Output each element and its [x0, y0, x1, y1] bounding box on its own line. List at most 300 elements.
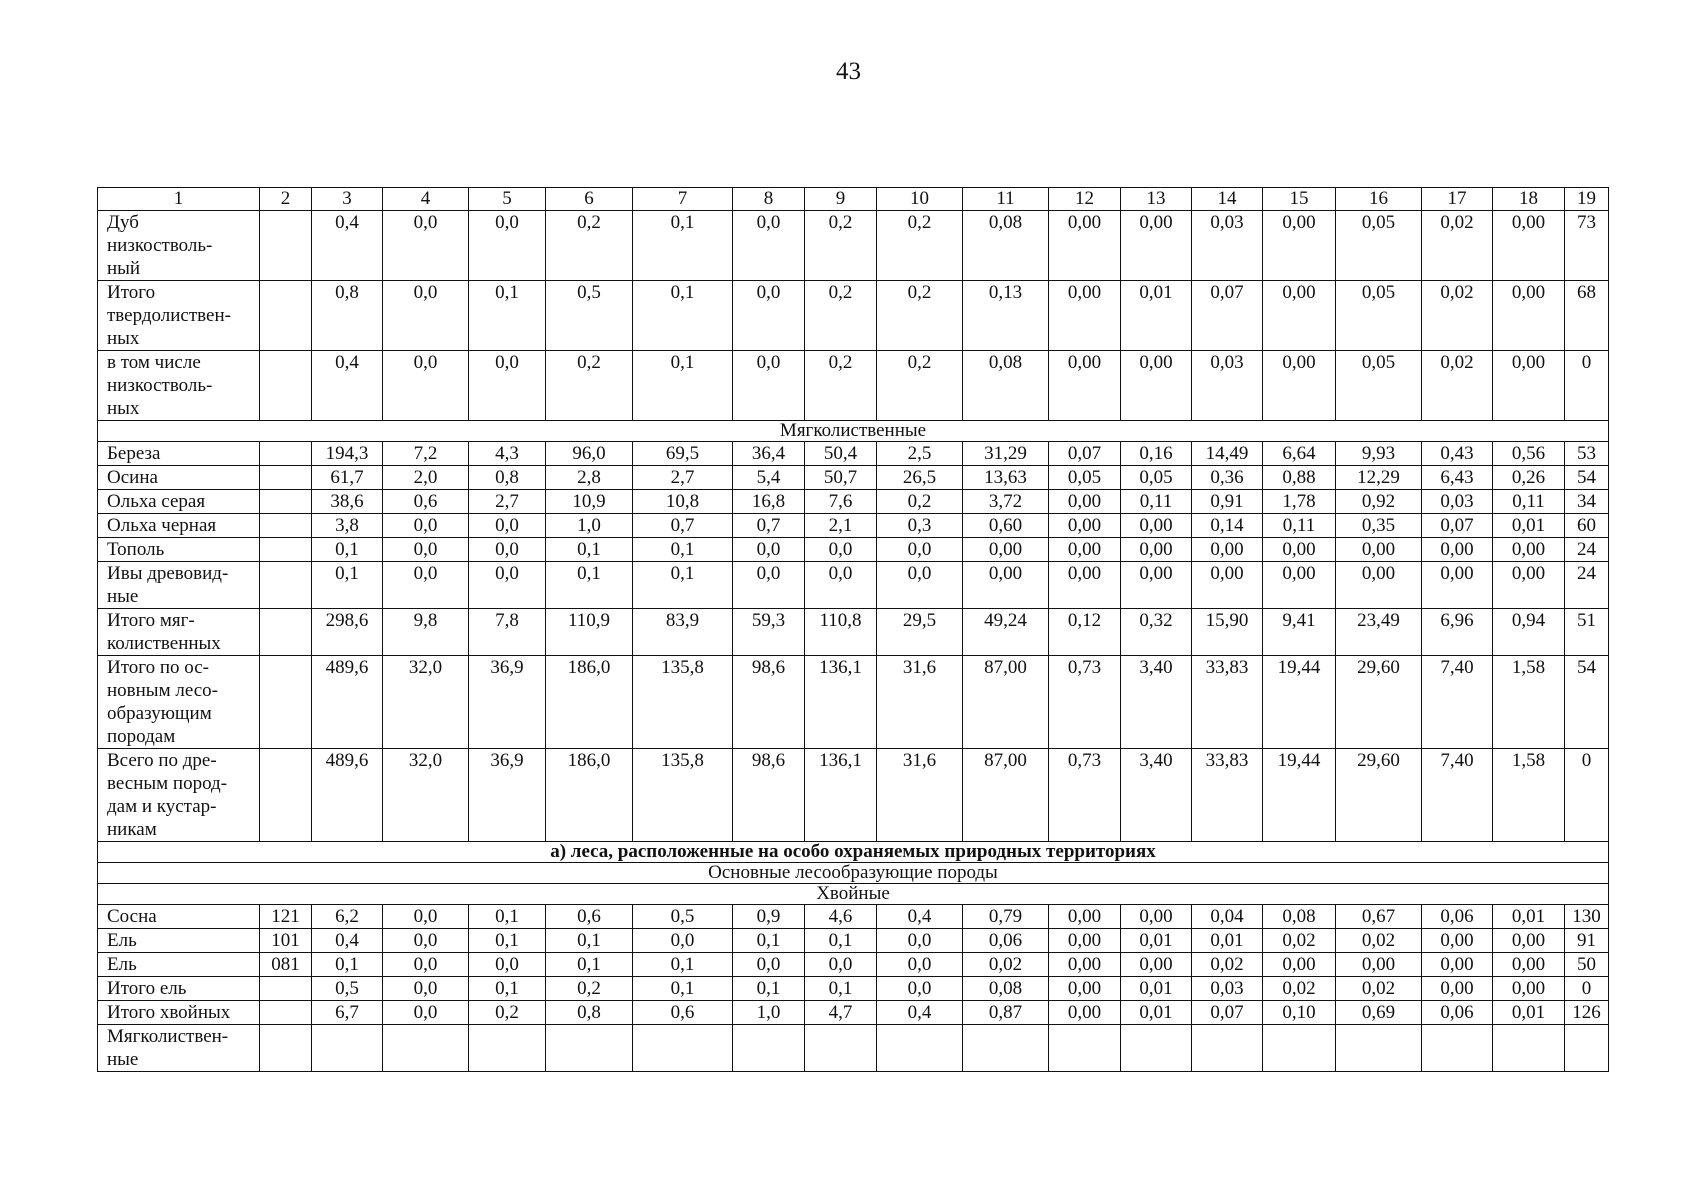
table-cell: 0,7 — [633, 514, 733, 538]
table-cell: 32,0 — [383, 656, 469, 749]
table-cell: 29,5 — [877, 609, 963, 656]
table-cell: 0,9 — [733, 905, 805, 929]
table-cell — [260, 538, 312, 562]
column-header: 6 — [546, 188, 633, 211]
table-cell: 98,6 — [733, 656, 805, 749]
table-cell: 0,02 — [1263, 977, 1336, 1001]
table-cell: 0,01 — [1493, 1001, 1565, 1025]
table-cell: 0,8 — [546, 1001, 633, 1025]
species-name-line: образующим — [107, 703, 212, 724]
species-name — [98, 281, 260, 351]
table-cell: 2,5 — [877, 442, 963, 466]
table-cell — [260, 514, 312, 538]
section-row — [98, 842, 1609, 863]
table-cell: 91 — [1565, 929, 1609, 953]
table-cell: 0,00 — [1493, 562, 1565, 609]
species-name-line: дам и кустар- — [107, 796, 217, 817]
table-cell: 24 — [1565, 562, 1609, 609]
species-name-line: Ель — [107, 930, 137, 951]
table-cell: 0,00 — [1493, 351, 1565, 421]
table-cell: 24 — [1565, 538, 1609, 562]
table-cell: 0,1 — [633, 351, 733, 421]
table-cell: 15,90 — [1192, 609, 1263, 656]
table-cell: 136,1 — [805, 749, 877, 842]
table-cell: 0,67 — [1336, 905, 1422, 929]
table-cell — [1422, 1025, 1493, 1072]
table-cell: 0,0 — [469, 562, 546, 609]
table-cell: 0,00 — [1049, 538, 1121, 562]
species-name — [98, 905, 260, 929]
species-name-line: ные — [107, 586, 139, 607]
table-cell: 110,9 — [546, 609, 633, 656]
table-cell — [1121, 1025, 1192, 1072]
column-header: 12 — [1049, 188, 1121, 211]
table-cell: 0,1 — [546, 929, 633, 953]
table-cell: 0,2 — [877, 351, 963, 421]
table-cell: 0,0 — [383, 929, 469, 953]
table-cell: 0,1 — [633, 281, 733, 351]
table-cell: 0,1 — [546, 953, 633, 977]
table-cell: 0,36 — [1192, 466, 1263, 490]
species-name-line: Ель — [107, 954, 137, 975]
section-title: а) леса, расположенные на особо охраняемых природных территориях — [98, 842, 1609, 863]
species-name-line: Итого по ос- — [107, 657, 209, 678]
table-cell: 36,9 — [469, 749, 546, 842]
table-cell: 0,1 — [633, 211, 733, 281]
species-name — [98, 1001, 260, 1025]
table-cell: 0,12 — [1049, 609, 1121, 656]
section-title: Основные лесообразующие породы — [98, 863, 1609, 884]
table-cell: 50,4 — [805, 442, 877, 466]
table-cell: 0,0 — [383, 562, 469, 609]
table-cell: 0,00 — [1121, 351, 1192, 421]
species-name — [98, 351, 260, 421]
table-cell: 54 — [1565, 466, 1609, 490]
table-cell: 61,7 — [312, 466, 383, 490]
table-cell: 2,7 — [469, 490, 546, 514]
column-header: 17 — [1422, 188, 1493, 211]
table-cell: 298,6 — [312, 609, 383, 656]
table-cell: 0,0 — [877, 953, 963, 977]
species-name — [98, 466, 260, 490]
table-cell: 0,3 — [877, 514, 963, 538]
table-cell: 0,0 — [733, 953, 805, 977]
column-header: 5 — [469, 188, 546, 211]
table-cell: 081 — [260, 953, 312, 977]
table-cell: 0,2 — [469, 1001, 546, 1025]
table-cell — [260, 1001, 312, 1025]
table-cell: 0,01 — [1121, 977, 1192, 1001]
page-number: 43 — [836, 58, 861, 85]
table-cell: 19,44 — [1263, 656, 1336, 749]
table-cell: 0,0 — [733, 211, 805, 281]
table-cell: 0,00 — [963, 562, 1049, 609]
table-cell: 0,1 — [312, 538, 383, 562]
table-cell: 6,96 — [1422, 609, 1493, 656]
table-cell: 0,04 — [1192, 905, 1263, 929]
table-cell: 33,83 — [1192, 656, 1263, 749]
table-cell: 0,4 — [877, 1001, 963, 1025]
table-cell: 0,05 — [1336, 351, 1422, 421]
table-cell: 69,5 — [633, 442, 733, 466]
table-cell: 0,1 — [733, 977, 805, 1001]
table-cell: 6,7 — [312, 1001, 383, 1025]
column-header: 10 — [877, 188, 963, 211]
column-header: 8 — [733, 188, 805, 211]
table-cell: 0,32 — [1121, 609, 1192, 656]
table-cell: 0,00 — [1049, 1001, 1121, 1025]
table-cell: 0,05 — [1121, 466, 1192, 490]
table-cell: 0,07 — [1192, 281, 1263, 351]
table-cell: 54 — [1565, 656, 1609, 749]
table-cell: 0,00 — [963, 538, 1049, 562]
species-name — [98, 490, 260, 514]
table-cell: 0,0 — [733, 538, 805, 562]
column-header: 19 — [1565, 188, 1609, 211]
column-header: 14 — [1192, 188, 1263, 211]
table-cell: 0,1 — [469, 977, 546, 1001]
table-cell: 126 — [1565, 1001, 1609, 1025]
table-cell: 0,0 — [877, 562, 963, 609]
table-cell: 0,08 — [963, 977, 1049, 1001]
species-name-line: породам — [107, 726, 176, 747]
table-cell: 0,00 — [1049, 514, 1121, 538]
table-cell: 135,8 — [633, 749, 733, 842]
table-cell: 0,88 — [1263, 466, 1336, 490]
table-cell: 0,79 — [963, 905, 1049, 929]
table-cell: 0,07 — [1049, 442, 1121, 466]
table-cell — [260, 466, 312, 490]
table-cell: 0,5 — [546, 281, 633, 351]
table-cell: 2,0 — [383, 466, 469, 490]
table-cell: 2,1 — [805, 514, 877, 538]
table-cell: 0,06 — [1422, 1001, 1493, 1025]
table-cell: 0,00 — [1336, 953, 1422, 977]
table-cell: 68 — [1565, 281, 1609, 351]
table-cell: 0,0 — [383, 211, 469, 281]
table-cell: 26,5 — [877, 466, 963, 490]
table-row — [98, 211, 1609, 281]
species-name — [98, 656, 260, 749]
table-cell — [1263, 1025, 1336, 1072]
table-cell: 3,8 — [312, 514, 383, 538]
species-name-line: новным лесо- — [107, 680, 218, 701]
table-cell: 0,0 — [805, 953, 877, 977]
table-cell: 0,00 — [1263, 562, 1336, 609]
table-cell: 0,1 — [733, 929, 805, 953]
table-cell: 51 — [1565, 609, 1609, 656]
table-row — [98, 466, 1609, 490]
table-cell: 50,7 — [805, 466, 877, 490]
table-cell: 0,2 — [877, 211, 963, 281]
table-cell: 0,06 — [963, 929, 1049, 953]
table-cell: 0 — [1565, 749, 1609, 842]
species-name — [98, 749, 260, 842]
table-cell: 489,6 — [312, 749, 383, 842]
table-row — [98, 514, 1609, 538]
table-cell: 0,0 — [733, 281, 805, 351]
species-name-line: Итого ель — [107, 978, 187, 999]
table-cell: 0,2 — [805, 351, 877, 421]
table-cell: 0,02 — [1336, 977, 1422, 1001]
table-cell: 0,1 — [546, 538, 633, 562]
table-cell: 3,72 — [963, 490, 1049, 514]
table-cell: 16,8 — [733, 490, 805, 514]
table-cell: 0,00 — [1493, 211, 1565, 281]
table-cell: 186,0 — [546, 656, 633, 749]
table-cell: 0,1 — [469, 929, 546, 953]
table-cell: 0,11 — [1493, 490, 1565, 514]
table-cell: 0,00 — [1336, 562, 1422, 609]
table-cell: 19,44 — [1263, 749, 1336, 842]
column-header: 16 — [1336, 188, 1422, 211]
table-cell: 31,29 — [963, 442, 1049, 466]
table-cell: 0,00 — [1263, 281, 1336, 351]
forest-data-table — [97, 187, 1609, 1072]
table-cell: 0,92 — [1336, 490, 1422, 514]
table-cell — [469, 1025, 546, 1072]
species-name — [98, 442, 260, 466]
species-name — [98, 562, 260, 609]
table-row — [98, 656, 1609, 749]
table-cell: 0,1 — [546, 562, 633, 609]
table-cell: 0,02 — [1422, 281, 1493, 351]
table-cell — [1565, 1025, 1609, 1072]
table-row — [98, 1025, 1609, 1072]
table-row — [98, 749, 1609, 842]
table-cell: 0,2 — [546, 977, 633, 1001]
table-cell: 0,05 — [1049, 466, 1121, 490]
table-cell — [733, 1025, 805, 1072]
table-cell: 0,02 — [1422, 351, 1493, 421]
species-name — [98, 609, 260, 656]
species-name-line: в том числе — [107, 352, 201, 373]
table-cell: 0,91 — [1192, 490, 1263, 514]
table-cell: 0,26 — [1493, 466, 1565, 490]
table-cell: 0,00 — [1049, 953, 1121, 977]
species-name-line: ных — [107, 328, 140, 349]
table-cell: 0,35 — [1336, 514, 1422, 538]
table-cell: 0,00 — [1263, 211, 1336, 281]
table-cell: 0,0 — [383, 538, 469, 562]
table-cell: 0,6 — [633, 1001, 733, 1025]
table-cell — [260, 977, 312, 1001]
table-cell: 9,93 — [1336, 442, 1422, 466]
table-cell: 0,1 — [633, 538, 733, 562]
table-cell — [260, 281, 312, 351]
table-cell: 0,0 — [469, 953, 546, 977]
table-cell: 0,73 — [1049, 656, 1121, 749]
species-name-line: Тополь — [107, 539, 165, 560]
table-cell: 0,43 — [1422, 442, 1493, 466]
table-cell: 110,8 — [805, 609, 877, 656]
table-cell: 0,0 — [383, 1001, 469, 1025]
table-cell: 9,8 — [383, 609, 469, 656]
table-cell: 0,00 — [1121, 562, 1192, 609]
table-cell: 1,78 — [1263, 490, 1336, 514]
table-cell: 1,0 — [546, 514, 633, 538]
species-name-line: Береза — [107, 443, 161, 464]
table-row — [98, 538, 1609, 562]
species-name-line: низкостволь- — [107, 375, 213, 396]
table-cell: 0,01 — [1192, 929, 1263, 953]
table-cell — [805, 1025, 877, 1072]
table-cell: 0,16 — [1121, 442, 1192, 466]
table-cell: 186,0 — [546, 749, 633, 842]
table-cell: 96,0 — [546, 442, 633, 466]
table-cell: 0,2 — [546, 351, 633, 421]
species-name — [98, 929, 260, 953]
table-cell: 0,00 — [1192, 538, 1263, 562]
table-cell: 0,1 — [633, 953, 733, 977]
species-name — [98, 538, 260, 562]
table-cell: 0,2 — [877, 281, 963, 351]
table-cell: 0,02 — [1263, 929, 1336, 953]
table-cell: 0,00 — [1121, 905, 1192, 929]
species-name-line: Мягколиствен- — [107, 1026, 229, 1047]
table-cell — [312, 1025, 383, 1072]
table-cell: 0,02 — [1336, 929, 1422, 953]
species-name-line: никам — [107, 819, 157, 840]
table-cell: 0,01 — [1493, 905, 1565, 929]
table-cell: 0,0 — [383, 977, 469, 1001]
table-cell: 0,4 — [312, 351, 383, 421]
column-header: 7 — [633, 188, 733, 211]
table-cell: 0,07 — [1192, 1001, 1263, 1025]
table-cell: 87,00 — [963, 749, 1049, 842]
table-cell: 7,40 — [1422, 749, 1493, 842]
table-row — [98, 351, 1609, 421]
table-cell: 0,00 — [1493, 538, 1565, 562]
table-cell: 0,01 — [1121, 1001, 1192, 1025]
table-cell: 0,01 — [1121, 281, 1192, 351]
column-header: 2 — [260, 188, 312, 211]
column-header: 9 — [805, 188, 877, 211]
table-cell: 29,60 — [1336, 749, 1422, 842]
table-cell: 0,00 — [1049, 562, 1121, 609]
table-cell: 0,7 — [733, 514, 805, 538]
table-cell: 6,43 — [1422, 466, 1493, 490]
table-cell: 0,00 — [1493, 953, 1565, 977]
table-cell: 0,07 — [1422, 514, 1493, 538]
table-cell: 29,60 — [1336, 656, 1422, 749]
table-cell: 0,13 — [963, 281, 1049, 351]
species-name — [98, 977, 260, 1001]
table-cell: 0,0 — [469, 351, 546, 421]
table-cell: 33,83 — [1192, 749, 1263, 842]
species-name-line: низкостволь- — [107, 235, 213, 256]
table-row — [98, 490, 1609, 514]
table-cell: 0,00 — [1049, 929, 1121, 953]
table-cell — [260, 609, 312, 656]
table-cell — [260, 351, 312, 421]
table-cell — [1336, 1025, 1422, 1072]
table-cell: 0 — [1565, 351, 1609, 421]
column-header: 13 — [1121, 188, 1192, 211]
table-cell: 31,6 — [877, 656, 963, 749]
table-cell: 0,00 — [1263, 351, 1336, 421]
table-cell: 121 — [260, 905, 312, 929]
table-cell: 83,9 — [633, 609, 733, 656]
table-cell: 0,00 — [1422, 929, 1493, 953]
table-cell: 50 — [1565, 953, 1609, 977]
table-cell: 0,0 — [733, 562, 805, 609]
species-name-line: Ивы древовид- — [107, 563, 229, 584]
table-cell: 53 — [1565, 442, 1609, 466]
table-cell: 1,58 — [1493, 749, 1565, 842]
table-cell: 7,8 — [469, 609, 546, 656]
table-cell — [1192, 1025, 1263, 1072]
table-cell: 38,6 — [312, 490, 383, 514]
table-cell: 0,0 — [469, 211, 546, 281]
table-cell: 0,2 — [877, 490, 963, 514]
table-cell: 0,0 — [383, 514, 469, 538]
table-cell: 0,1 — [312, 953, 383, 977]
table-cell: 0,0 — [383, 281, 469, 351]
species-name-line: Итого мяг- — [107, 610, 195, 631]
table-cell: 49,24 — [963, 609, 1049, 656]
table-cell: 0,10 — [1263, 1001, 1336, 1025]
table-cell: 2,7 — [633, 466, 733, 490]
column-header: 18 — [1493, 188, 1565, 211]
table-cell: 0,0 — [805, 538, 877, 562]
species-name — [98, 514, 260, 538]
species-name-line: Дуб — [107, 212, 139, 233]
table-cell — [1493, 1025, 1565, 1072]
table-cell: 0,01 — [1121, 929, 1192, 953]
table-cell: 0,00 — [1422, 977, 1493, 1001]
table-cell: 0,00 — [1121, 211, 1192, 281]
table-cell: 0,05 — [1336, 211, 1422, 281]
table-cell: 0,0 — [877, 538, 963, 562]
table-row — [98, 953, 1609, 977]
table-cell: 135,8 — [633, 656, 733, 749]
table-cell: 0,00 — [1121, 538, 1192, 562]
table-cell: 0,00 — [1493, 281, 1565, 351]
species-name-line: ных — [107, 398, 140, 419]
table-cell — [963, 1025, 1049, 1072]
table-cell — [633, 1025, 733, 1072]
species-name-line: Ольха серая — [107, 491, 206, 512]
table-cell — [260, 490, 312, 514]
table-cell: 0,1 — [469, 905, 546, 929]
table-row — [98, 977, 1609, 1001]
table-cell: 0,6 — [383, 490, 469, 514]
table-cell: 4,6 — [805, 905, 877, 929]
table-cell: 7,6 — [805, 490, 877, 514]
species-name-line: Итого хвойных — [107, 1002, 231, 1023]
table-row — [98, 562, 1609, 609]
table-cell: 0,1 — [633, 977, 733, 1001]
table-cell: 0,00 — [1336, 538, 1422, 562]
section-row — [98, 884, 1609, 905]
table-cell: 0,00 — [1049, 281, 1121, 351]
table-cell: 0,01 — [1493, 514, 1565, 538]
table-cell: 0,0 — [383, 905, 469, 929]
table-cell: 0,1 — [633, 562, 733, 609]
table-cell: 0,00 — [1422, 538, 1493, 562]
table-cell: 0,1 — [805, 929, 877, 953]
table-cell: 0,73 — [1049, 749, 1121, 842]
table-cell: 0,11 — [1121, 490, 1192, 514]
table-cell: 0,6 — [546, 905, 633, 929]
table-cell: 0,2 — [546, 211, 633, 281]
table-cell: 14,49 — [1192, 442, 1263, 466]
table-cell — [260, 749, 312, 842]
table-cell: 0,2 — [805, 281, 877, 351]
table-cell: 7,40 — [1422, 656, 1493, 749]
table-cell: 98,6 — [733, 749, 805, 842]
